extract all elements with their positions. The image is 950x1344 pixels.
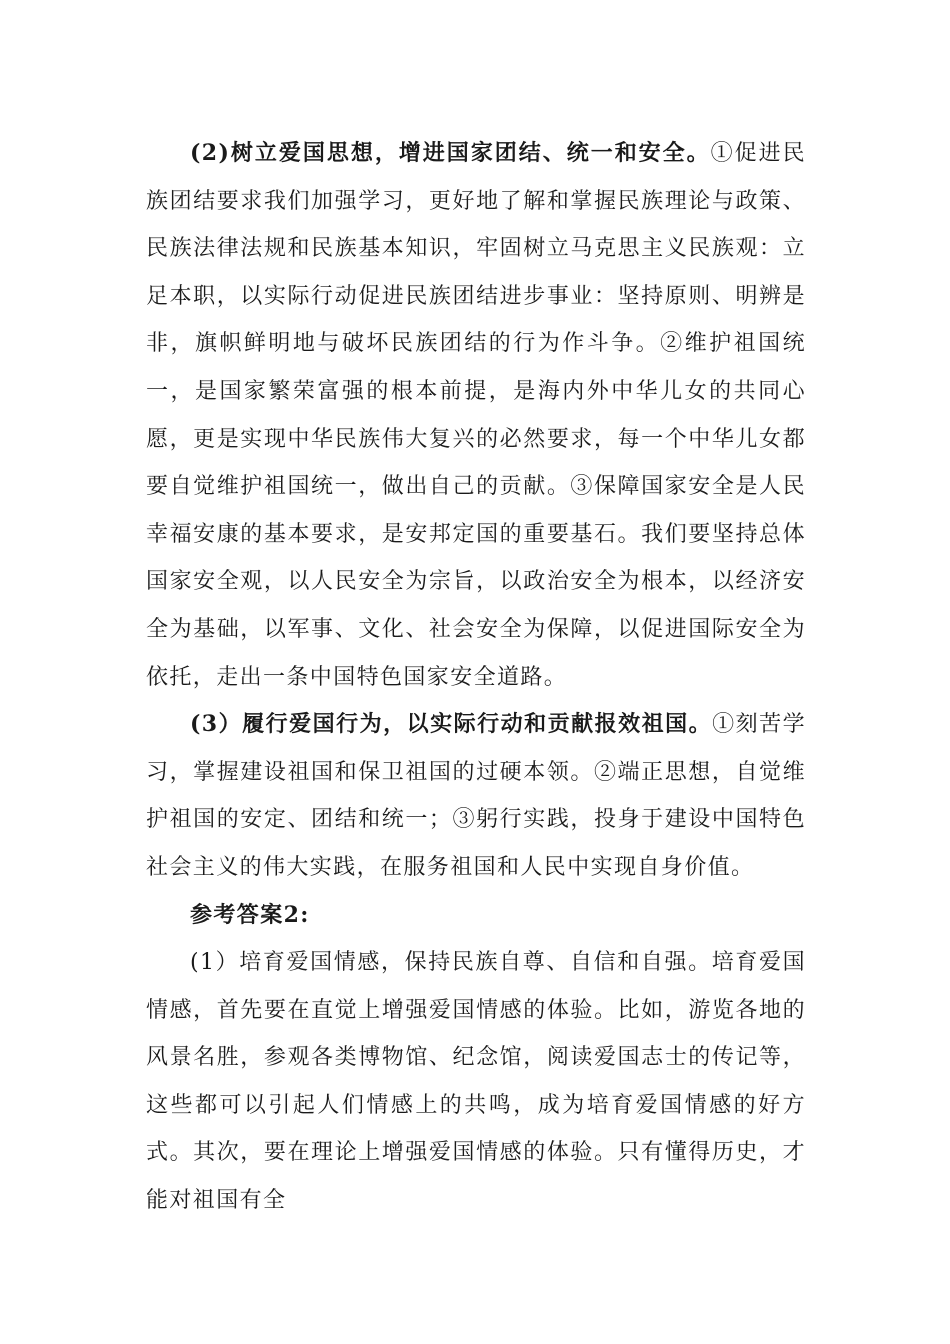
paragraph-text: (1）培育爱国情感，保持民族自尊、自信和自强。培育爱国情感，首先要在直觉上增强爱国情感的体验。比如，游览各地的风景名胜，参观各类博物馆、纪念馆，阅读爱国志士的传记等，这些都可以引起人们情感上的共鸣，成为培育爱国情感的好方式。其次，要在理论上增强爱国情感的体验。只有懂得历史，才能对祖国有全 [146, 950, 806, 1214]
paragraph-text: ①促进民族团结要求我们加强学习，更好地了解和掌握民族理论与政策、民族法律法规和民族基本知识，牢固树立马克思主义民族观：立足本职，以实际行动促进民族团结进步事业：坚持原则、明辨是非，旗帜鲜明地与破坏民族团结的行为作斗争。②维护祖国统一，是国家繁荣富强的根本前提，是海内外中华儿女的共同心愿，更是实现中华民族伟大复兴的必然要求，每一个中华儿女都要自觉维护祖国统一，做出自己的贡献。③保障国家安全是人民幸福安康的基本要求，是安邦定国的重要基石。我们要坚持总体国家安全观，以人民安全为宗旨，以政治安全为根本，以经济安全为基础，以军事、文化、社会安全为保障，以促进国际安全为依托，走出一条中国特色国家安全道路。 [146, 141, 806, 690]
reference-answer-heading [146, 892, 806, 940]
paragraph-heading: (3）履行爱国行为，以实际行动和贡献报效祖国。 [190, 711, 713, 738]
section-heading: 参考答案2: [190, 901, 310, 928]
paragraph-text: ①刻苦学习，掌握建设祖国和保卫祖国的过硬本领。②端正思想，自觉维护祖国的安定、团结和统一；③躬行实践，投身于建设中国特色社会主义的伟大实践，在服务祖国和人民中实现自身价值。 [146, 712, 806, 880]
document-body [146, 130, 806, 1225]
paragraph-heading: (2)树立爱国思想，增进国家团结、统一和安全。 [190, 140, 711, 166]
paragraph-point-2 [146, 130, 806, 701]
paragraph-point-3 [146, 701, 806, 891]
paragraph-answer-point-1 [146, 939, 806, 1225]
